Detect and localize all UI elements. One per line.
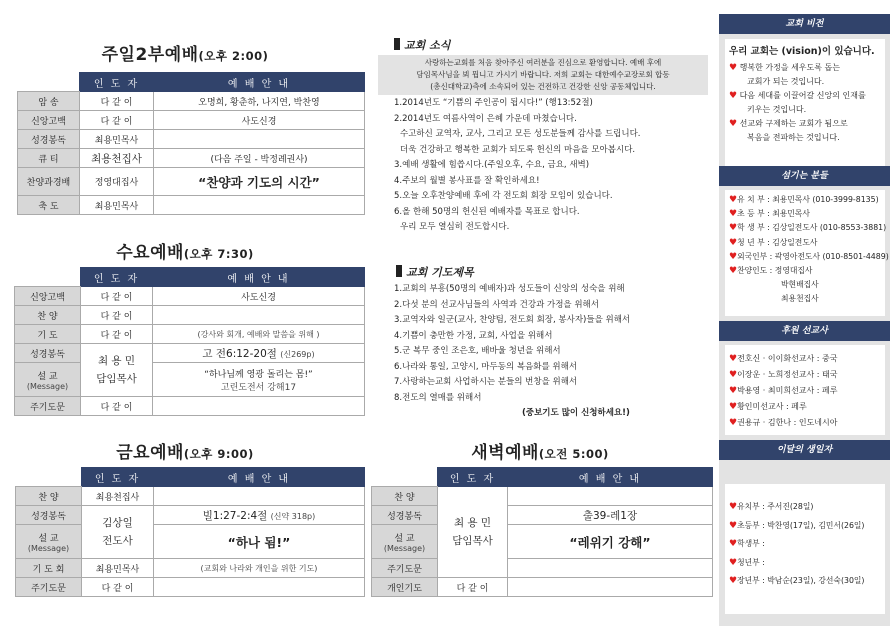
prayer-item: 7.사랑하는교회 사업하시는 분들의 번창을 위해서 xyxy=(394,377,578,387)
row-label xyxy=(372,525,438,559)
intro-line: 사랑하는교회를 처음 찾아주신 여러분을 진심으로 환영합니다. 예배 후에 xyxy=(424,58,662,67)
news-item: 1.2014년도 “기쁨의 주인공이 됩시다!” (행13:52절) xyxy=(394,98,593,108)
intro-line: (총신대학교)측에 소속되어 있는 건전하고 건강한 신앙 공동체입니다. xyxy=(430,82,656,91)
news-item: 3.예배 생활에 힘씁시다.(주일오후, 수요, 금요, 새벽) xyxy=(394,160,590,170)
vision-line: 키우는 것입니다. xyxy=(747,105,807,114)
wednesday-title xyxy=(40,238,330,263)
vision-line: 행복한 가정을 세우도록 돕는 xyxy=(739,62,840,72)
vision-item xyxy=(729,89,881,104)
scripture: 빌1:27-2:4절 xyxy=(202,509,268,522)
corner-cell xyxy=(18,73,80,92)
heart-icon: ♥ xyxy=(729,418,738,428)
birthday-text: 학생부 : xyxy=(737,539,765,548)
vision-item xyxy=(729,61,881,76)
heart-icon: ♥ xyxy=(729,576,738,586)
corner-cell xyxy=(16,468,82,487)
row-leader: 최용민목사 xyxy=(80,130,154,149)
missions-box xyxy=(725,345,885,435)
col-info: 예 배 안 내 xyxy=(154,73,365,92)
prayer-item: 3.교역자와 일군(교사, 찬양팀, 전도회 회장, 봉사자)들을 위해서 xyxy=(394,315,631,325)
servant-item xyxy=(729,207,881,221)
row-label: 찬 양 xyxy=(15,306,81,325)
heart-icon: ♥ xyxy=(729,539,738,549)
mission-text: 박용영 · 최미희선교사 : 페루 xyxy=(737,386,838,395)
heading-marker xyxy=(394,38,400,50)
mission-item xyxy=(729,367,881,383)
vision-title: 우리 교회는 (vision)이 있습니다. xyxy=(729,46,875,57)
sermon-title: “레위기 강해” xyxy=(508,525,713,559)
row-label: 암 송 xyxy=(18,92,80,111)
birthday-item xyxy=(729,572,881,591)
row-label: 축 도 xyxy=(18,196,80,215)
servant-text: 찬양인도 : 정영대집사 xyxy=(737,266,813,276)
row-info xyxy=(153,397,365,416)
news-item: 2.2014년도 여름사역이 은혜 가운데 마쳤습니다. xyxy=(394,113,577,124)
servant-extra: 최용천집사 xyxy=(781,294,819,304)
heart-icon: ♥ xyxy=(729,62,738,73)
intro-line: 담임목사님을 뵈 뭡니고 가시기 바랍니다. 저희 교회는 대한예수교장로회 합동 xyxy=(416,70,670,79)
servant-item xyxy=(729,250,889,264)
leader-name: 최 용 민 xyxy=(97,355,136,367)
wednesday-table xyxy=(14,267,365,416)
heart-icon: ♥ xyxy=(729,370,738,380)
row-leader: 다 같 이 xyxy=(438,578,508,597)
row-leader: 다 같 이 xyxy=(80,92,154,111)
row-leader: 최용민목사 xyxy=(80,196,154,215)
row-info: 사도신경 xyxy=(154,111,365,130)
row-leader: 다 같 이 xyxy=(81,325,153,344)
row-info: 사도신경 xyxy=(153,287,365,306)
birthday-item xyxy=(729,517,881,536)
col-leader: 인 도 자 xyxy=(438,468,508,487)
friday-table xyxy=(15,467,365,597)
row-label: 기 도 xyxy=(15,325,81,344)
heart-icon: ♥ xyxy=(729,386,738,396)
row-leader: 다 같 이 xyxy=(81,397,153,416)
col-info: 예 배 안 내 xyxy=(154,468,365,487)
servant-text: 초 등 부 : 최용민목사 xyxy=(737,209,810,219)
row-label: 개인기도 xyxy=(372,578,438,597)
label-main: 설 교 xyxy=(37,371,58,382)
heart-icon: ♥ xyxy=(729,195,738,205)
news-heading xyxy=(394,37,450,53)
row-info: 오명희, 황춘하, 나지연, 박찬영 xyxy=(154,92,365,111)
sunday-title xyxy=(40,40,330,65)
heart-icon: ♥ xyxy=(729,402,738,412)
row-leader: 최용천집사 xyxy=(80,149,154,168)
vision-item xyxy=(729,117,881,132)
news-item: 5.오늘 오후찬양예배 후에 각 전도회 회장 모임이 있습니다. xyxy=(394,191,613,201)
news-item: 6.올 한해 50명의 헌신된 예배자를 목표로 합니다. xyxy=(394,206,580,217)
friday-title xyxy=(40,438,330,463)
news-intro xyxy=(378,55,708,95)
row-label: 큐 티 xyxy=(18,149,80,168)
vision-box xyxy=(725,39,885,167)
row-label: 성경봉독 xyxy=(18,130,80,149)
row-label: 찬 양 xyxy=(16,487,82,506)
mission-item xyxy=(729,415,881,431)
servant-item xyxy=(729,221,887,235)
label-sub: (Message) xyxy=(26,381,69,391)
col-leader: 인 도 자 xyxy=(81,268,153,287)
birthday-item xyxy=(729,554,881,573)
heart-icon: ♥ xyxy=(729,118,738,129)
wednesday-title-text: 수요예배 xyxy=(116,243,184,263)
prayer-item: 4.기쁨이 충만한 가정, 교회, 사업을 위해서 xyxy=(394,330,553,341)
label-sub: (Message) xyxy=(27,543,70,553)
vision-header: 교회 비전 xyxy=(719,14,890,34)
heart-icon: ♥ xyxy=(729,520,738,531)
prayer-item: 6.나라와 통일, 고양시, 마두동의 복음화를 위해서 xyxy=(394,361,578,372)
mission-item xyxy=(729,351,881,367)
row-label: 주기도문 xyxy=(16,578,82,597)
prayer-list xyxy=(394,282,714,422)
vision-line: 선교와 구제하는 교회가 됨으로 xyxy=(739,118,848,128)
row-info xyxy=(154,130,365,149)
servant-text: 외국인부 : 곽영아전도사 (010-8501-4489) xyxy=(737,251,889,261)
leader-role: 담임목사 xyxy=(96,373,137,385)
dawn-title-text: 새벽예배 xyxy=(471,443,539,463)
leader-role: 담임목사 xyxy=(452,535,493,547)
birthday-text: 유치부 : 주서진(28일) xyxy=(737,502,814,511)
servants-box xyxy=(725,190,889,316)
mission-text: 전호신 · 이이화선교사 : 중국 xyxy=(737,354,838,363)
news-item: 4.주보의 월별 봉사표를 잘 확인하세요! xyxy=(394,175,540,186)
news-item: 수고하신 교역자, 교사, 그리고 모든 성도분들께 감사를 드립니다. xyxy=(400,129,641,139)
row-label xyxy=(16,525,82,559)
birthday-text: 장년부 : 박남순(23일), 강선숙(30일) xyxy=(737,576,865,585)
heart-icon: ♥ xyxy=(729,237,738,248)
row-leader: 다 같 이 xyxy=(81,287,153,306)
row-info xyxy=(154,506,365,525)
prayer-note: (중보기도 많이 신청하세요!) xyxy=(522,408,630,418)
row-info: (강사와 회개, 예배와 말씀을 위해 ) xyxy=(153,325,365,344)
col-info: 예 배 안 내 xyxy=(508,468,713,487)
sermon-title: “하나 됨!” xyxy=(154,525,365,559)
dawn-time: (오전 5:00) xyxy=(538,447,609,461)
news-heading-text: 교회 소식 xyxy=(404,39,451,52)
corner-cell xyxy=(372,468,438,487)
heart-icon: ♥ xyxy=(729,354,738,364)
row-info xyxy=(508,487,713,506)
prayer-heading-text: 교회 기도제목 xyxy=(406,266,474,279)
row-info: (다음 주일 - 박정례권사) xyxy=(154,149,365,168)
sunday-title-text: 주일2부예배 xyxy=(101,45,199,65)
heart-icon: ♥ xyxy=(729,90,738,101)
row-info xyxy=(153,344,365,363)
leader-cell xyxy=(81,344,153,397)
leader-name: 김상일 xyxy=(102,517,133,529)
row-label: 주기도문 xyxy=(372,559,438,578)
mission-item xyxy=(729,399,881,415)
sidebar xyxy=(719,14,890,626)
heading-marker xyxy=(396,265,402,277)
birthday-item xyxy=(729,498,881,517)
leader-name: 최 용 민 xyxy=(453,517,492,529)
leader-cell xyxy=(438,487,508,578)
row-leader: 최용천집사 xyxy=(82,487,154,506)
servant-extra: 박현배집사 xyxy=(781,280,819,290)
vision-line: 다음 세대를 이끌어갈 신앙의 인재를 xyxy=(739,90,866,100)
row-leader: 최용민목사 xyxy=(82,559,154,578)
row-label: 찬양과경배 xyxy=(18,168,80,196)
row-info xyxy=(153,363,365,397)
row-label: 성경봉독 xyxy=(16,506,82,525)
scripture-page: (신269p) xyxy=(280,349,315,359)
servant-text: 학 생 부 : 김상일전도사 (010-8553-3881) xyxy=(737,223,887,233)
row-info xyxy=(154,487,365,506)
sunday-table xyxy=(17,72,365,215)
row-leader: 정영대집사 xyxy=(80,168,154,196)
leader-role: 전도사 xyxy=(102,535,133,547)
row-label: 신앙고백 xyxy=(18,111,80,130)
row-leader: 다 같 이 xyxy=(80,111,154,130)
col-leader: 인 도 자 xyxy=(80,73,154,92)
row-info xyxy=(154,196,365,215)
row-info xyxy=(508,559,713,578)
servant-item xyxy=(729,193,881,207)
news-list xyxy=(394,96,714,236)
servant-text: 청 년 부 : 김상일전도사 xyxy=(737,237,818,247)
news-item: 더욱 건강하고 행복한 교회가 되도록 헌신의 마음을 모아봅시다. xyxy=(400,144,636,155)
heart-icon: ♥ xyxy=(729,502,738,512)
row-label xyxy=(15,363,81,397)
row-label: 주기도문 xyxy=(15,397,81,416)
heart-icon: ♥ xyxy=(729,251,738,262)
row-info: (교회와 나라와 개인을 위한 기도) xyxy=(154,559,365,578)
dawn-table xyxy=(371,467,713,597)
row-info xyxy=(508,578,713,597)
prayer-item: 1.교회의 부흥(50명의 예배자)과 성도들이 신앙의 성숙을 위해 xyxy=(394,284,625,294)
col-info: 예 배 안 내 xyxy=(153,268,365,287)
row-label: 찬 양 xyxy=(372,487,438,506)
mission-text: 황인미선교사 : 페루 xyxy=(737,402,807,411)
col-leader: 인 도 자 xyxy=(82,468,154,487)
friday-title-text: 금요예배 xyxy=(116,443,184,463)
news-item: 우리 모두 열심히 전도합시다. xyxy=(400,222,510,232)
corner-cell xyxy=(15,268,81,287)
row-leader: 다 같 이 xyxy=(81,306,153,325)
label-main: 설 교 xyxy=(394,533,415,544)
birthday-text: 청년부 : xyxy=(737,557,765,567)
servants-header: 섬기는 분들 xyxy=(719,166,890,186)
birthdays-box xyxy=(725,484,885,614)
scripture: 고 전6:12-20절 xyxy=(202,347,277,360)
prayer-item: 8.전도의 열매를 위해서 xyxy=(394,392,482,403)
label-sub: (Message) xyxy=(383,543,426,553)
label-main: 설 교 xyxy=(38,533,59,544)
row-info xyxy=(153,306,365,325)
wednesday-time: (오후 7:30) xyxy=(183,247,254,261)
birthday-text: 초등부 : 박찬영(17일), 김민서(26일) xyxy=(737,520,865,530)
missions-header: 후원 선교사 xyxy=(719,321,890,341)
row-info: “찬양과 기도의 시간” xyxy=(154,168,365,196)
scripture-page: (신약 318p) xyxy=(270,511,316,521)
mission-item xyxy=(729,383,881,399)
dawn-title xyxy=(395,438,685,463)
heart-icon: ♥ xyxy=(729,223,738,234)
row-label: 성경봉독 xyxy=(372,506,438,525)
sermon-series: 고린도전서 강해17 xyxy=(220,382,297,393)
mission-text: 이장운 · 노희정선교사 : 태국 xyxy=(737,370,838,379)
prayer-item: 5.군 복무 중인 조은호, 배바울 청년을 위해서 xyxy=(394,346,561,356)
vision-line: 교회가 되는 것입니다. xyxy=(747,77,825,86)
heart-icon: ♥ xyxy=(729,209,738,220)
sermon-title: “하나님께 영광 돌리는 몸!” xyxy=(204,369,313,380)
friday-time: (오후 9:00) xyxy=(183,447,254,461)
prayer-heading xyxy=(396,264,474,280)
heart-icon: ♥ xyxy=(729,557,738,568)
row-label: 신앙고백 xyxy=(15,287,81,306)
prayer-item: 2.다섯 분의 선교사님들의 사역과 건강과 가정을 위해서 xyxy=(394,299,599,310)
row-info: 출39-레1장 xyxy=(508,506,713,525)
row-leader: 다 같 이 xyxy=(82,578,154,597)
vision-line: 복음을 전파하는 것입니다. xyxy=(747,133,840,142)
row-label: 기 도 회 xyxy=(16,559,82,578)
servant-text: 유 치 부 : 최용민목사 (010-3999-8135) xyxy=(737,195,879,204)
birthdays-header: 이달의 생일자 xyxy=(719,440,890,460)
heart-icon: ♥ xyxy=(729,266,738,277)
row-info xyxy=(154,578,365,597)
row-label: 성경봉독 xyxy=(15,344,81,363)
servant-item xyxy=(729,236,881,250)
servant-item xyxy=(729,264,881,278)
leader-cell xyxy=(82,506,154,559)
mission-text: 권용규 · 김한나 : 인도네시아 xyxy=(737,418,838,427)
birthday-item xyxy=(729,535,881,554)
sunday-time: (오후 2:00) xyxy=(198,49,269,63)
